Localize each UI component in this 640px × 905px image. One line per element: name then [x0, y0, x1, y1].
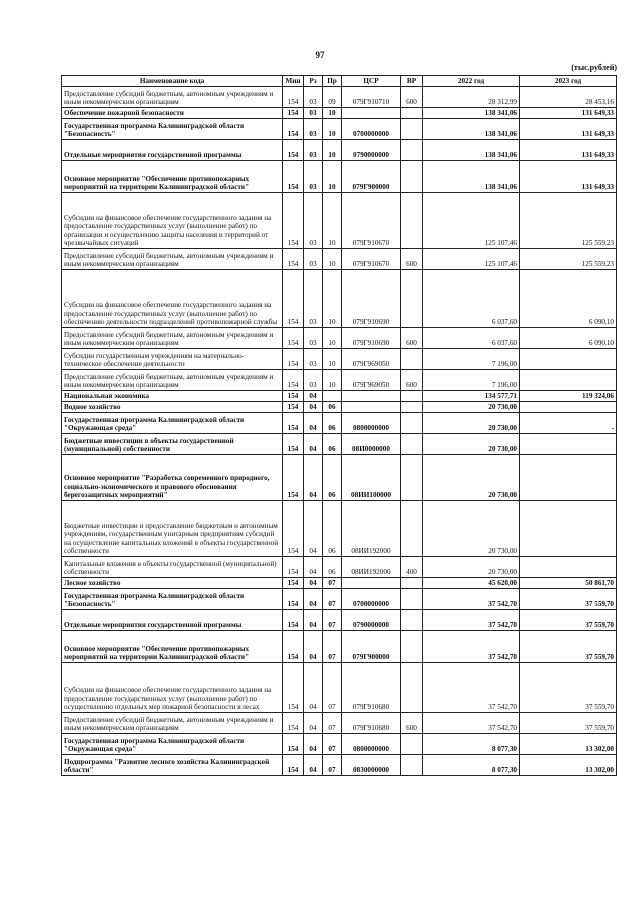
cell-pr: 10	[323, 193, 342, 249]
cell-rz: 04	[304, 455, 323, 501]
cell-csr: 079Г969050	[342, 370, 401, 391]
cell-name: Подпрограмма "Развитие лесного хозяйства Калининградской области"	[62, 755, 283, 776]
cell-name: Субсидии на финансовое обеспечение государственного задания на предоставление государственных услуг (выполнение работ) по обеспечению деятельности подразделений противопожарной службы	[62, 270, 283, 328]
cell-pr: 10	[323, 161, 342, 193]
cell-vr	[401, 349, 423, 370]
cell-rz: 03	[304, 87, 323, 108]
cell-rz: 04	[304, 578, 323, 589]
cell-2022: 45 620,00	[423, 578, 520, 589]
cell-2022: 20 730,00	[423, 557, 520, 578]
cell-min: 154	[283, 413, 304, 434]
table-header-row	[62, 76, 617, 87]
cell-vr	[401, 391, 423, 402]
cell-vr	[401, 578, 423, 589]
cell-vr	[401, 108, 423, 119]
cell-vr: 600	[401, 249, 423, 270]
cell-name: Государственная программа Калининградской области "Безопасность"	[62, 589, 283, 610]
table-row	[62, 391, 617, 402]
cell-rz: 03	[304, 249, 323, 270]
cell-vr: 600	[401, 713, 423, 734]
cell-csr: 08ИИ192000	[342, 557, 401, 578]
cell-2022: 20 730,00	[423, 455, 520, 501]
cell-2022: 125 107,46	[423, 249, 520, 270]
cell-2023: 125 559,23	[520, 193, 617, 249]
cell-name: Государственная программа Калининградской области "Окружающая среда"	[62, 413, 283, 434]
cell-2022: 134 577,71	[423, 391, 520, 402]
cell-csr: 079Г910680	[342, 713, 401, 734]
cell-rz: 04	[304, 434, 323, 455]
cell-2023: 37 559,70	[520, 610, 617, 631]
cell-pr: 10	[323, 119, 342, 140]
cell-min: 154	[283, 193, 304, 249]
cell-rz: 04	[304, 557, 323, 578]
cell-vr	[401, 663, 423, 713]
cell-2023: 119 324,06	[520, 391, 617, 402]
cell-vr: 600	[401, 328, 423, 349]
cell-rz: 03	[304, 193, 323, 249]
cell-csr: 079Г910670	[342, 249, 401, 270]
cell-rz: 04	[304, 631, 323, 663]
cell-min: 154	[283, 755, 304, 776]
cell-vr: 600	[401, 370, 423, 391]
cell-2023	[520, 557, 617, 578]
cell-2022: 138 341,06	[423, 119, 520, 140]
cell-csr: 0700000000	[342, 589, 401, 610]
cell-name: Предоставление субсидий бюджетным, автономным учреждениям и иным некоммерческим организациям	[62, 713, 283, 734]
header-vr: ВР	[401, 76, 423, 87]
cell-min: 154	[283, 249, 304, 270]
cell-csr	[342, 391, 401, 402]
cell-min: 154	[283, 734, 304, 755]
cell-vr	[401, 434, 423, 455]
header-name: Наименование кода	[62, 76, 283, 87]
cell-rz: 03	[304, 370, 323, 391]
cell-2022: 37 542,70	[423, 610, 520, 631]
cell-name: Отдельные мероприятия государственной программы	[62, 610, 283, 631]
cell-2022: 8 077,30	[423, 734, 520, 755]
cell-2022: 138 341,06	[423, 108, 520, 119]
cell-2023: 50 861,70	[520, 578, 617, 589]
cell-2023: 13 302,00	[520, 734, 617, 755]
table-row	[62, 119, 617, 140]
cell-vr	[401, 161, 423, 193]
cell-2023: -	[520, 413, 617, 434]
cell-min: 154	[283, 610, 304, 631]
cell-2022: 20 730,00	[423, 413, 520, 434]
cell-min: 154	[283, 589, 304, 610]
cell-pr: 07	[323, 578, 342, 589]
cell-pr: 06	[323, 557, 342, 578]
cell-rz: 04	[304, 391, 323, 402]
cell-name: Субсидии государственным учреждениям на материально-техническое обеспечение деятельности	[62, 349, 283, 370]
cell-2023	[520, 434, 617, 455]
header-csr: ЦСР	[342, 76, 401, 87]
cell-rz: 03	[304, 119, 323, 140]
cell-rz: 04	[304, 734, 323, 755]
cell-min: 154	[283, 402, 304, 413]
table-row	[62, 578, 617, 589]
cell-rz: 04	[304, 663, 323, 713]
cell-name: Отдельные мероприятия государственной программы	[62, 140, 283, 161]
cell-min: 154	[283, 119, 304, 140]
cell-2022: 138 341,06	[423, 140, 520, 161]
table-row	[62, 108, 617, 119]
cell-csr: 0800000000	[342, 734, 401, 755]
table-row	[62, 557, 617, 578]
cell-vr	[401, 501, 423, 557]
cell-pr: 10	[323, 349, 342, 370]
cell-2023: 37 559,70	[520, 589, 617, 610]
cell-rz: 04	[304, 413, 323, 434]
cell-pr: 10	[323, 108, 342, 119]
cell-name: Лесное хозяйство	[62, 578, 283, 589]
cell-2023: 6 090,10	[520, 328, 617, 349]
cell-csr: 079Г910690	[342, 328, 401, 349]
cell-name: Национальная экономика	[62, 391, 283, 402]
cell-2022: 7 196,00	[423, 349, 520, 370]
table-row	[62, 455, 617, 501]
table-body	[62, 87, 617, 776]
table-row	[62, 249, 617, 270]
cell-rz: 04	[304, 755, 323, 776]
cell-pr: 06	[323, 501, 342, 557]
cell-csr	[342, 578, 401, 589]
cell-2023: 125 559,23	[520, 249, 617, 270]
cell-pr: 07	[323, 589, 342, 610]
cell-min: 154	[283, 713, 304, 734]
cell-csr: 079Г910670	[342, 193, 401, 249]
cell-csr	[342, 402, 401, 413]
cell-vr	[401, 455, 423, 501]
table-row	[62, 713, 617, 734]
cell-csr: 079Г910680	[342, 663, 401, 713]
cell-csr: 079Г910710	[342, 87, 401, 108]
cell-2022: 138 341,06	[423, 161, 520, 193]
cell-min: 154	[283, 663, 304, 713]
cell-csr: 0800000000	[342, 413, 401, 434]
cell-rz: 04	[304, 501, 323, 557]
cell-csr: 079Г969050	[342, 349, 401, 370]
cell-vr: 400	[401, 557, 423, 578]
cell-name: Бюджетные инвестиции и предоставление бюджетным и автономным учреждениям, государственным унитарным предприятиям субсидий на осуществление капитальных вложений в объекты государственной собственности	[62, 501, 283, 557]
cell-name: Основное мероприятие "Обеспечение противопожарных мероприятий на территории Калининградской области"	[62, 631, 283, 663]
table-row	[62, 328, 617, 349]
header-2023: 2023 год	[520, 76, 617, 87]
cell-2022: 28 312,99	[423, 87, 520, 108]
cell-min: 154	[283, 87, 304, 108]
cell-pr: 10	[323, 249, 342, 270]
cell-2023: 28 453,16	[520, 87, 617, 108]
table-row	[62, 270, 617, 328]
cell-csr: 08ИИ192000	[342, 501, 401, 557]
cell-csr	[342, 108, 401, 119]
header-min: Мин	[283, 76, 304, 87]
cell-rz: 03	[304, 270, 323, 328]
cell-vr	[401, 119, 423, 140]
table-row	[62, 349, 617, 370]
table-row	[62, 193, 617, 249]
units-label: (тыс.рублей)	[571, 63, 617, 72]
cell-2022: 125 107,46	[423, 193, 520, 249]
cell-rz: 03	[304, 161, 323, 193]
table-row	[62, 610, 617, 631]
cell-rz: 03	[304, 328, 323, 349]
cell-2023: 13 302,00	[520, 755, 617, 776]
cell-name: Государственная программа Калининградской области "Безопасность"	[62, 119, 283, 140]
cell-name: Водное хозяйство	[62, 402, 283, 413]
header-2022: 2022 год	[423, 76, 520, 87]
cell-min: 154	[283, 578, 304, 589]
cell-rz: 03	[304, 140, 323, 161]
cell-2023: 37 559,70	[520, 713, 617, 734]
cell-2022: 6 037,60	[423, 328, 520, 349]
table-row	[62, 663, 617, 713]
cell-pr: 10	[323, 328, 342, 349]
cell-min: 154	[283, 631, 304, 663]
cell-name: Субсидии на финансовое обеспечение государственного задания на предоставление государственных услуг (выполнение работ) по организации и осуществлению защиты населения и территорий от чрезвычайных ситуаций	[62, 193, 283, 249]
cell-vr	[401, 589, 423, 610]
cell-vr	[401, 140, 423, 161]
cell-2023: 6 090,10	[520, 270, 617, 328]
cell-min: 154	[283, 161, 304, 193]
cell-2022: 37 542,70	[423, 663, 520, 713]
cell-pr: 07	[323, 755, 342, 776]
cell-2022: 20 730,00	[423, 434, 520, 455]
header-pr: Пр	[323, 76, 342, 87]
page-number: 97	[315, 50, 325, 60]
cell-2022: 37 542,70	[423, 589, 520, 610]
cell-rz: 04	[304, 610, 323, 631]
table-row	[62, 413, 617, 434]
cell-pr: 10	[323, 140, 342, 161]
cell-pr: 07	[323, 631, 342, 663]
cell-vr	[401, 610, 423, 631]
table-row	[62, 161, 617, 193]
table-row	[62, 734, 617, 755]
cell-rz: 04	[304, 402, 323, 413]
cell-csr: 079Г900000	[342, 161, 401, 193]
cell-min: 154	[283, 270, 304, 328]
cell-2023	[520, 455, 617, 501]
cell-name: Предоставление субсидий бюджетным, автономным учреждениям и иным некоммерческим организациям	[62, 328, 283, 349]
cell-name: Государственная программа Калининградской области "Окружающая среда"	[62, 734, 283, 755]
cell-2022: 37 542,70	[423, 713, 520, 734]
cell-2023: 131 649,33	[520, 108, 617, 119]
cell-vr: 600	[401, 87, 423, 108]
cell-name: Обеспечение пожарной безопасности	[62, 108, 283, 119]
cell-name: Предоставление субсидий бюджетным, автономным учреждениям и иным некоммерческим организациям	[62, 370, 283, 391]
table-row	[62, 755, 617, 776]
cell-2023: 131 649,33	[520, 119, 617, 140]
table-row	[62, 434, 617, 455]
cell-name: Основное мероприятие "Разработка современного природного, социально-экономического и правового обоснования берегозащитных мероприятий"	[62, 455, 283, 501]
cell-vr	[401, 402, 423, 413]
cell-2022: 7 196,00	[423, 370, 520, 391]
cell-vr	[401, 413, 423, 434]
table-row	[62, 589, 617, 610]
cell-pr: 07	[323, 713, 342, 734]
cell-name: Капитальные вложения в объекты государственной (муниципальной) собственности	[62, 557, 283, 578]
cell-min: 154	[283, 557, 304, 578]
cell-2022: 6 037,60	[423, 270, 520, 328]
cell-vr	[401, 193, 423, 249]
table-row	[62, 140, 617, 161]
cell-2022: 20 730,00	[423, 402, 520, 413]
cell-2023: 131 649,33	[520, 140, 617, 161]
table-row	[62, 631, 617, 663]
cell-min: 154	[283, 370, 304, 391]
cell-csr: 08И0000000	[342, 434, 401, 455]
cell-csr: 0790000000	[342, 610, 401, 631]
cell-vr	[401, 631, 423, 663]
budget-table	[61, 75, 617, 776]
header-rz: Рз	[304, 76, 323, 87]
table-row	[62, 370, 617, 391]
cell-2022: 37 542,70	[423, 631, 520, 663]
cell-name: Предоставление субсидий бюджетным, автономным учреждениям и иным некоммерческим организациям	[62, 87, 283, 108]
cell-min: 154	[283, 328, 304, 349]
cell-min: 154	[283, 455, 304, 501]
cell-min: 154	[283, 391, 304, 402]
table-row	[62, 402, 617, 413]
cell-rz: 04	[304, 713, 323, 734]
cell-csr: 08ИИ100000	[342, 455, 401, 501]
cell-min: 154	[283, 434, 304, 455]
cell-pr: 06	[323, 402, 342, 413]
table-row	[62, 501, 617, 557]
cell-2023	[520, 349, 617, 370]
cell-pr: 06	[323, 455, 342, 501]
cell-csr: 079Г900000	[342, 631, 401, 663]
cell-vr	[401, 270, 423, 328]
cell-name: Бюджетные инвестиции в объекты государственной (муниципальной) собственности	[62, 434, 283, 455]
cell-min: 154	[283, 501, 304, 557]
cell-csr: 079Г910690	[342, 270, 401, 328]
cell-2022: 20 730,00	[423, 501, 520, 557]
cell-pr: 09	[323, 87, 342, 108]
cell-pr: 10	[323, 370, 342, 391]
cell-pr: 07	[323, 663, 342, 713]
cell-2023	[520, 501, 617, 557]
cell-rz: 03	[304, 349, 323, 370]
cell-pr	[323, 391, 342, 402]
cell-csr: 0830000000	[342, 755, 401, 776]
cell-name: Предоставление субсидий бюджетным, автономным учреждениям и иным некоммерческим организациям	[62, 249, 283, 270]
cell-pr: 07	[323, 734, 342, 755]
cell-rz: 03	[304, 108, 323, 119]
cell-vr	[401, 755, 423, 776]
cell-2023: 37 559,70	[520, 663, 617, 713]
cell-csr: 0700000000	[342, 119, 401, 140]
cell-name: Субсидии на финансовое обеспечение государственного задания на предоставление государственных услуг (выполнение работ) по осуществлению отдельных мер пожарной безопасности в лесах	[62, 663, 283, 713]
cell-pr: 06	[323, 434, 342, 455]
cell-vr	[401, 734, 423, 755]
cell-2022: 8 077,30	[423, 755, 520, 776]
cell-2023: 131 649,33	[520, 161, 617, 193]
cell-pr: 10	[323, 270, 342, 328]
cell-pr: 07	[323, 610, 342, 631]
cell-pr: 06	[323, 413, 342, 434]
cell-2023	[520, 402, 617, 413]
cell-2023: 37 559,70	[520, 631, 617, 663]
cell-min: 154	[283, 349, 304, 370]
cell-name: Основное мероприятие "Обеспечение противопожарных мероприятий на территории Калининградской области"	[62, 161, 283, 193]
cell-min: 154	[283, 140, 304, 161]
cell-csr: 0790000000	[342, 140, 401, 161]
table-row	[62, 87, 617, 108]
cell-min: 154	[283, 108, 304, 119]
cell-rz: 04	[304, 589, 323, 610]
cell-2023	[520, 370, 617, 391]
